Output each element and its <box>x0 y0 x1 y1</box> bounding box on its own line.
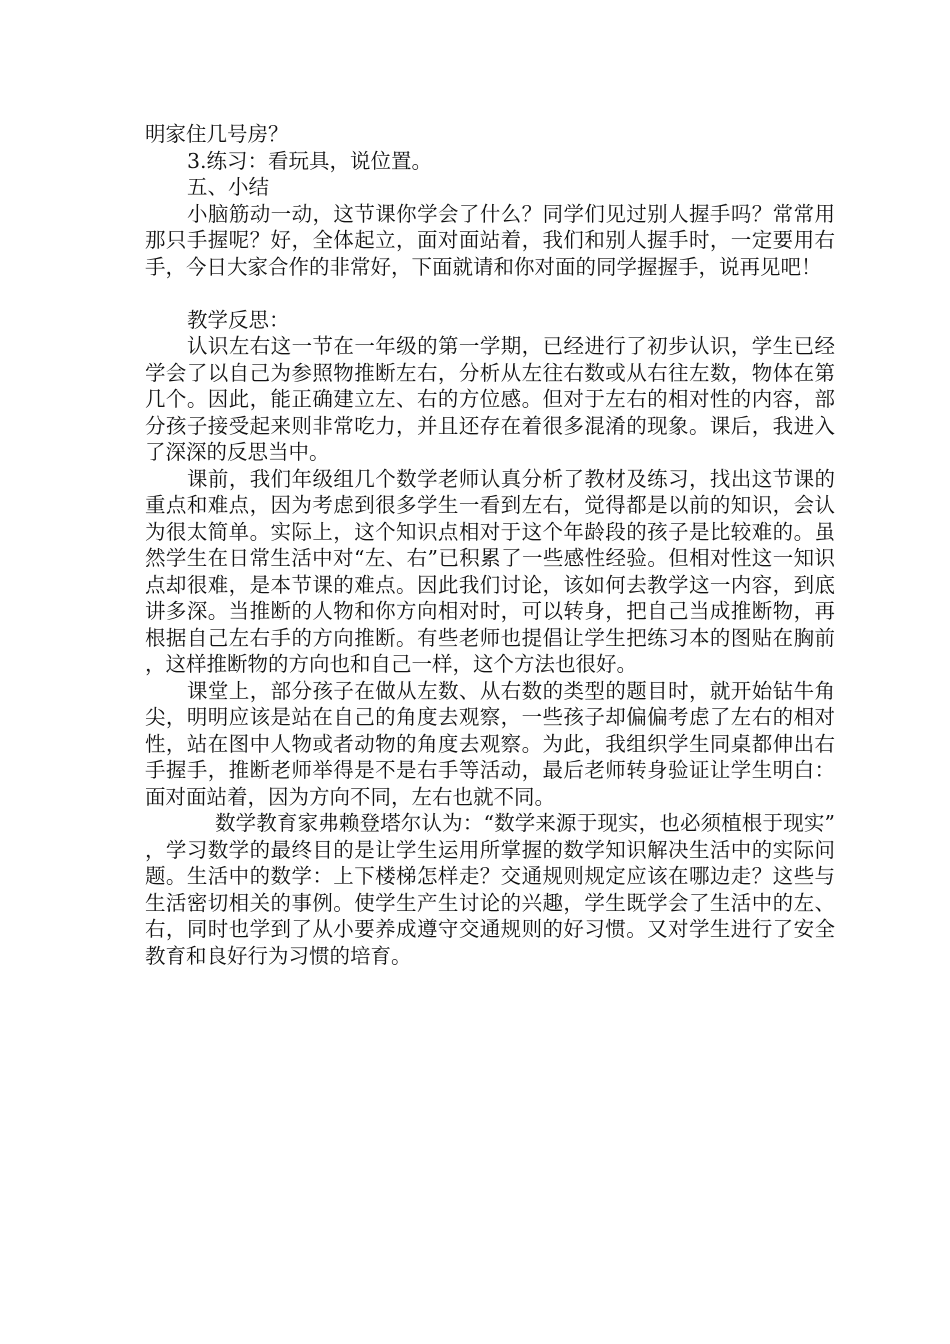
reflection-paragraph-4: 数学教育家弗赖登塔尔认为：“数学来源于现实，也必须植根于现实”，学习数学的最终目的是让学生运用所掌握的数学知识解决生活中的实际问题。生活中的数学：上下楼梯怎样走？交通规则规定应该在哪边走？这些与生活密切相关的事例。使学生产生讨论的兴趣，学生既学会了生活中的左、右，同时也学到了从小要养成遵守交通规则的好习惯。又对学生进行了安全教育和良好行为习惯的培育。 <box>145 811 835 968</box>
reflection-paragraph-1: 认识左右这一节在一年级的第一学期，已经进行了初步认识，学生已经学会了以自己为参照物推断左右，分析从左往右数或从右往左数，物体在第几个。因此，能正确建立左、右的方位感。但对于左右的相对性的内容，部分孩子接受起来则非常吃力，并且还存在着很多混淆的现象。课后，我进入了深深的反思当中。 <box>145 334 835 464</box>
document-body <box>145 121 835 969</box>
blank-line <box>145 280 835 307</box>
summary-paragraph: 小脑筋动一动，这节课你学会了什么？同学们见过别人握手吗？常常用那只手握呢？好，全体起立，面对面站着，我们和别人握手时，一定要用右手，今日大家合作的非常好，下面就请和你对面的同学握握手，说再见吧！ <box>145 201 835 279</box>
reflection-paragraph-2: 课前，我们年级组几个数学老师认真分析了教材及练习，找出这节课的重点和难点，因为考虑到很多学生一看到左右，觉得都是以前的知识，会认为很太简单。实际上，这个知识点相对于这个年龄段的孩子是比较难的。虽然学生在日常生活中对“左、右”已积累了一些感性经验。但相对性这一知识点却很难，是本节课的难点。因此我们讨论，该如何去教学这一内容，到底讲多深。当推断的人物和你方向相对时，可以转身，把自己当成推断物，再根据自己左右手的方向推断。有些老师也提倡让学生把练习本的图贴在胸前，这样推断物的方向也和自己一样，这个方法也很好。 <box>145 466 835 676</box>
paragraph-continuation: 明家住几号房？ <box>145 122 289 146</box>
section-heading-reflection: 教学反思： <box>187 307 290 332</box>
section-heading-summary: 五、小结 <box>187 175 269 199</box>
exercise-item: 3.练习：看玩具，说位置。 <box>187 148 433 173</box>
reflection-paragraph-3: 课堂上，部分孩子在做从左数、从右数的类型的题目时，就开始钻牛角尖，明明应该是站在自己的角度去观察，一些孩子却偏偏考虑了左右的相对性，站在图中人物或者动物的角度去观察。为此，我组织学生同桌都伸出右手握手，推断老师举得是不是右手等活动，最后老师转身验证让学生明白：面对面站着，因为方向不同，左右也就不同。 <box>145 678 835 809</box>
